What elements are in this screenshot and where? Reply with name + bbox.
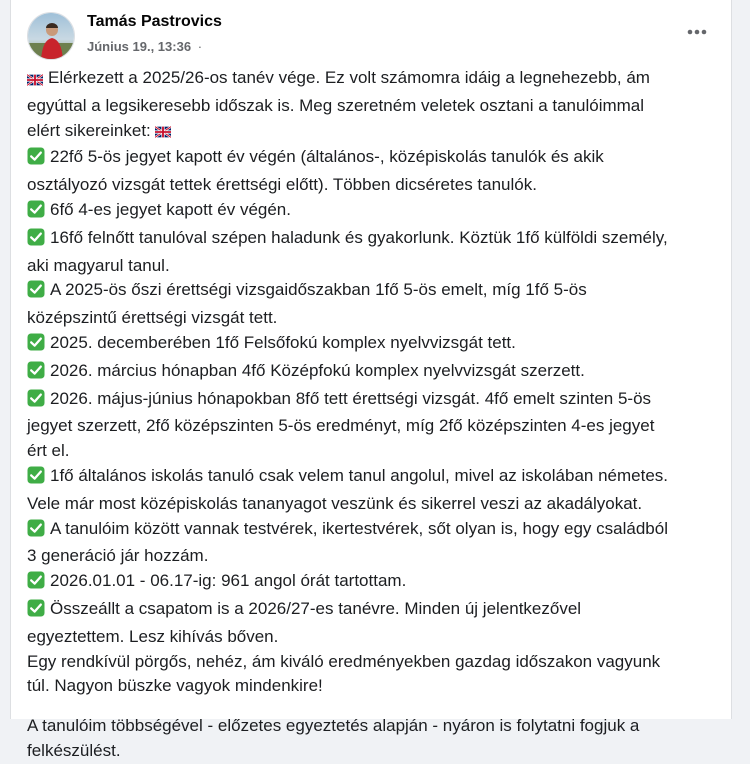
- achievement-text: 2026. március hónapban 4fő Középfokú komplex nyelvvizsgát szerzett.: [50, 360, 585, 380]
- check-mark-icon: [27, 333, 45, 359]
- achievement-text: középszintű érettségi vizsgát tett.: [27, 308, 278, 328]
- achievement-text: A tanulóim között vannak testvérek, ikertestvérek, sőt olyan is, hogy egy családból: [50, 518, 668, 538]
- meta-separator: ·: [197, 39, 203, 54]
- achievement-line: [27, 597, 727, 625]
- achievement-text: 2025. decemberében 1fő Felsőfokú komplex nyelvvizsgát tett.: [50, 332, 516, 352]
- post-header: [27, 10, 715, 62]
- uk-flag-icon: [155, 121, 171, 146]
- achievement-line: [27, 517, 727, 545]
- achievement-text: 2026.01.01 - 06.17-ig: 961 angol órát tartottam.: [50, 571, 407, 591]
- achievement-line: [27, 254, 727, 279]
- achievement-line: [27, 145, 727, 173]
- final-text-1: A tanulóim többségével - előzetes egyeztetés alapján - nyáron is folytatni fogjuk a: [27, 716, 640, 736]
- achievement-line: [27, 414, 727, 439]
- achievement-line: [27, 569, 727, 597]
- achievement-text: jegyet szerzett, 2fő középszinten 5-ös eredményt, míg 2fő középszinten 4-es jegyet: [27, 416, 655, 436]
- more-options-icon[interactable]: [681, 16, 713, 48]
- post-date[interactable]: Június 19., 13:36: [87, 39, 192, 54]
- check-mark-icon: [27, 361, 45, 387]
- achievement-line: [27, 439, 727, 464]
- closing-paragraph: [27, 650, 727, 700]
- closing-text-2: túl. Nagyon büszke vagyok mindenkire!: [27, 676, 323, 696]
- achievement-text: 1fő általános iskolás tanuló csak velem tanul angolul, mivel az iskolában németes.: [50, 465, 669, 485]
- check-mark-icon: [27, 280, 45, 306]
- uk-flag-icon: [27, 69, 43, 94]
- achievement-item: [27, 145, 727, 198]
- achievement-item: [27, 464, 727, 517]
- achievement-line: [27, 492, 727, 517]
- achievement-text: 6fő 4-es jegyet kapott év végén.: [50, 199, 291, 219]
- profile-photo: [28, 13, 75, 60]
- final-text-2: felkészülést.: [27, 740, 121, 760]
- achievement-line: [27, 359, 727, 387]
- achievement-line: [27, 464, 727, 492]
- achievement-text: egyeztettem. Lesz kihívás bőven.: [27, 626, 279, 646]
- achievement-text: osztályozó vizsgát tettek érettségi előtt). Többen dicséretes tanulók.: [27, 175, 537, 195]
- achievement-text: 22fő 5-ös jegyet kapott év végén (általános-, középiskolás tanulók és akik: [50, 147, 604, 167]
- achievement-item: [27, 278, 727, 331]
- achievement-item: [27, 359, 727, 387]
- achievement-line: [27, 306, 727, 331]
- achievement-line: [27, 198, 727, 226]
- intro-text-2: egyúttal a legsikeresebb időszak is. Meg szeretném veletek osztani a tanulóimmal: [27, 95, 645, 115]
- achievement-text: ért el.: [27, 441, 70, 461]
- author-name[interactable]: Tamás Pastrovics: [87, 13, 222, 30]
- check-mark-icon: [27, 228, 45, 254]
- check-mark-icon: [27, 200, 45, 226]
- achievement-item: [27, 597, 727, 650]
- achievement-text: A 2025-ös őszi érettségi vizsgaidőszakban 1fő 5-ös emelt, míg 1fő 5-ös: [50, 280, 587, 300]
- check-mark-icon: [27, 571, 45, 597]
- achievement-line: [27, 625, 727, 650]
- check-mark-icon: [27, 389, 45, 415]
- check-mark-icon: [27, 147, 45, 173]
- avatar[interactable]: [27, 12, 75, 60]
- achievement-text: 16fő felnőtt tanulóval szépen haladunk és gyakorlunk. Köztük 1fő külföldi személy,: [50, 227, 668, 247]
- achievement-item: [27, 387, 727, 464]
- achievement-line: [27, 278, 727, 306]
- intro-text-3: elért sikereinket:: [27, 120, 151, 140]
- achievement-line: [27, 173, 727, 198]
- achievement-item: [27, 517, 727, 570]
- achievement-text: Összeállt a csapatom is a 2026/27-es tanévre. Minden új jelentkezővel: [50, 598, 582, 618]
- intro-paragraph: [27, 66, 727, 145]
- achievement-list: [27, 145, 727, 649]
- achievement-item: [27, 198, 727, 226]
- final-paragraph: [27, 714, 727, 764]
- achievement-item: [27, 331, 727, 359]
- achievement-text: 3 generáció jár hozzám.: [27, 546, 209, 566]
- achievement-line: [27, 226, 727, 254]
- intro-text-1: Elérkezett a 2025/26-os tanév vége. Ez volt számomra idáig a legnehezebb, ám: [48, 68, 650, 87]
- check-mark-icon: [27, 519, 45, 545]
- check-mark-icon: [27, 466, 45, 492]
- intro-line-3: [27, 119, 727, 146]
- achievement-line: [27, 387, 727, 415]
- post-meta: [87, 39, 202, 54]
- intro-line-1: [27, 66, 727, 94]
- check-mark-icon: [27, 599, 45, 625]
- achievement-line: [27, 544, 727, 569]
- closing-text-1: Egy rendkívül pörgős, nehéz, ám kiváló eredményekben gazdag időszakon vagyunk: [27, 651, 661, 671]
- post-body: [27, 66, 727, 764]
- achievement-item: [27, 226, 727, 279]
- achievement-text: 2026. május-június hónapokban 8fő tett érettségi vizsgát. 4fő emelt szinten 5-ös: [50, 388, 652, 408]
- post-card: [10, 0, 732, 760]
- achievement-text: aki magyarul tanul.: [27, 255, 170, 275]
- achievement-text: Vele már most középiskolás tananyagot veszünk és sikerrel veszi az akadályokat.: [27, 493, 643, 513]
- achievement-line: [27, 331, 727, 359]
- achievement-item: [27, 569, 727, 597]
